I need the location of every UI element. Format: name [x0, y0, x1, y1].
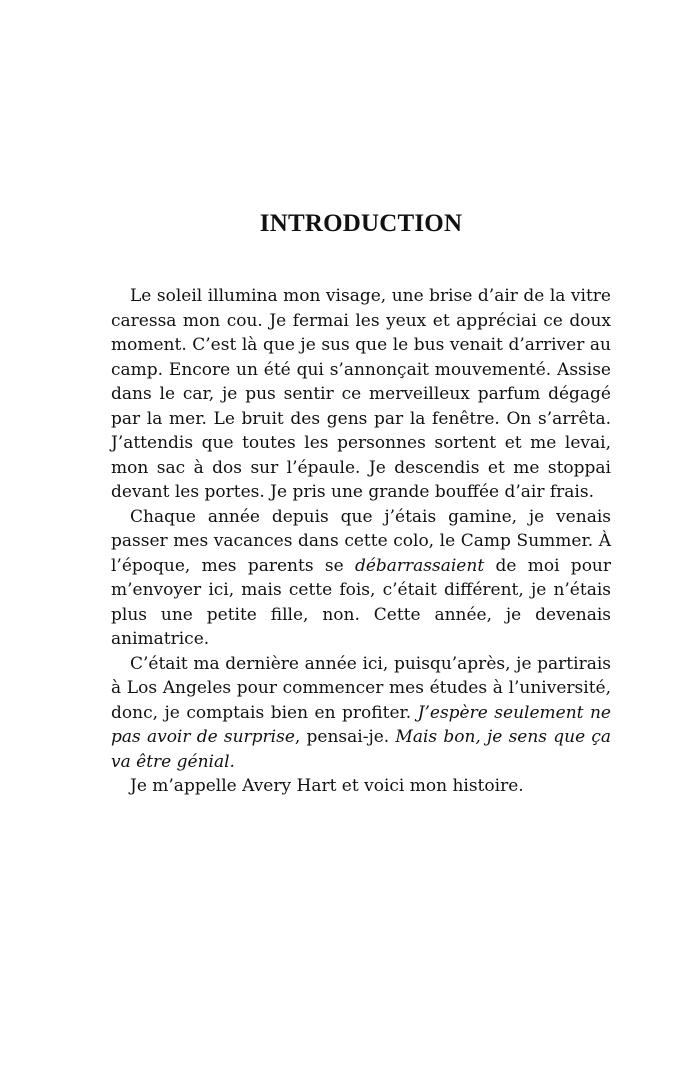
paragraph-1-text: Le soleil illumina mon visage, une brise d’air de la vitre caressa mon cou. Je fermai les yeux et appréciai ce doux moment. C’est là que je sus que le bus venait d’arriver au camp. Encore un été qui s’annonçait mouvementé. Assise dans le car, je pus sentir ce merveilleux parfum dégagé par la mer. Le bruit des gens par la fenêtre. On s’arrêta. J’attendis que toutes les personnes sortent et me levai, mon sac à dos sur l’épaule. Je descendis et me stoppai devant les portes. Je pris une grande bouffée d’air frais.	[111, 286, 611, 502]
paragraph-2-text-end: de moi pour m’envoyer ici, mais cette fois, c’était différent, je n’étais plus une petite fille, non. Cette année, je devenais animatrice.	[111, 555, 612, 649]
paragraph-3	[111, 652, 611, 775]
paragraph-3-italic-thought-2: Mais bon, je sens que ça va être génial.	[111, 727, 612, 772]
chapter-title: INTRODUCTION	[259, 210, 463, 237]
paragraph-4	[111, 774, 611, 799]
paragraph-3-text-start: C’était ma dernière année ici, puisqu’après, je partirais à Los Angeles pour commencer mes études à l’université, donc, je comptais bien en profiter.	[111, 653, 611, 723]
paragraph-3-italic-thought-1: J’espère seulement ne pas avoir de surprise	[111, 702, 611, 747]
book-page	[111, 0, 611, 1080]
paragraph-4-text: Je m’appelle Avery Hart et voici mon histoire.	[130, 776, 524, 796]
paragraph-1	[111, 284, 611, 505]
paragraph-2	[111, 505, 611, 652]
paragraph-2-italic-word: débarrassaient	[354, 555, 485, 576]
paragraph-3-text-middle: , pensai-je.	[294, 727, 396, 747]
paragraph-2-text-start: Chaque année depuis que j’étais gamine, je venais passer mes vacances dans cette colo, le Camp Summer. À l’époque, mes parents se	[111, 506, 611, 576]
chapter-body	[111, 284, 611, 799]
